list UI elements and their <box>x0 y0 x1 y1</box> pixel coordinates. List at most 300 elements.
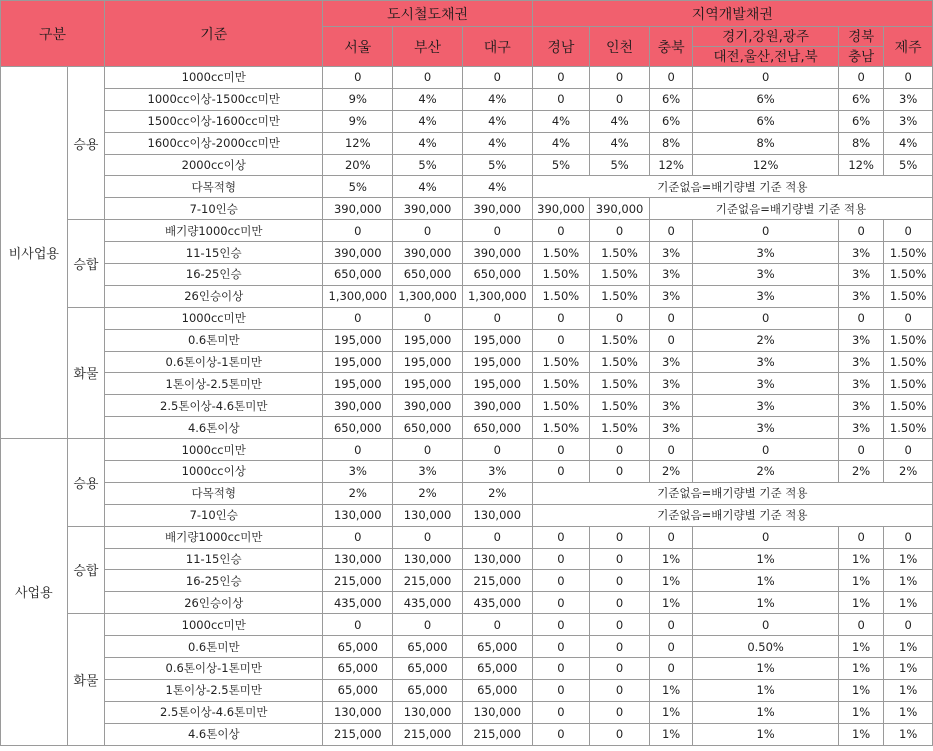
value-cell: 195,000 <box>462 329 532 351</box>
value-cell: 0 <box>323 439 393 461</box>
criterion-cell: 1000cc미만 <box>105 67 323 89</box>
value-cell: 0 <box>462 67 532 89</box>
value-cell: 1% <box>649 592 692 614</box>
table-row <box>1 198 933 220</box>
value-cell: 1% <box>649 679 692 701</box>
value-cell: 1% <box>693 548 839 570</box>
value-cell: 65,000 <box>462 636 532 658</box>
value-cell: 0 <box>393 439 463 461</box>
criterion-cell: 1600cc이상-2000cc미만 <box>105 132 323 154</box>
value-cell: 0 <box>590 439 650 461</box>
value-cell: 3% <box>649 395 692 417</box>
value-cell: 2% <box>649 461 692 483</box>
value-cell: 130,000 <box>323 548 393 570</box>
value-cell: 1.50% <box>590 264 650 286</box>
criterion-cell: 0.6톤이상-1톤미만 <box>105 351 323 373</box>
value-cell: 5% <box>590 154 650 176</box>
value-cell: 0 <box>590 592 650 614</box>
value-cell: 4% <box>462 88 532 110</box>
group-passenger: 승용 <box>67 439 104 527</box>
value-cell: 0 <box>649 526 692 548</box>
value-cell: 20% <box>323 154 393 176</box>
value-cell: 1.50% <box>590 351 650 373</box>
table-row <box>1 461 933 483</box>
value-cell: 130,000 <box>393 504 463 526</box>
value-cell: 3% <box>649 242 692 264</box>
value-cell: 215,000 <box>393 723 463 745</box>
value-cell: 390,000 <box>393 198 463 220</box>
value-cell: 1.50% <box>884 264 933 286</box>
value-cell: 1,300,000 <box>323 285 393 307</box>
value-cell: 3% <box>693 417 839 439</box>
value-cell: 1% <box>693 592 839 614</box>
value-cell: 4% <box>462 132 532 154</box>
value-cell: 0 <box>884 67 933 89</box>
note-cell: 기준없음=배기량별 기준 적용 <box>532 504 932 526</box>
value-cell: 4% <box>462 176 532 198</box>
value-cell: 0 <box>532 439 590 461</box>
value-cell: 12% <box>693 154 839 176</box>
value-cell: 3% <box>838 395 883 417</box>
value-cell: 1% <box>838 570 883 592</box>
value-cell: 390,000 <box>323 198 393 220</box>
header-col-daegu: 대구 <box>462 27 532 67</box>
value-cell: 0 <box>323 220 393 242</box>
criterion-cell: 다목적형 <box>105 482 323 504</box>
value-cell: 1.50% <box>590 242 650 264</box>
value-cell: 3% <box>693 395 839 417</box>
value-cell: 130,000 <box>393 701 463 723</box>
value-cell: 5% <box>462 154 532 176</box>
value-cell: 6% <box>838 110 883 132</box>
value-cell: 0 <box>532 526 590 548</box>
value-cell: 195,000 <box>393 351 463 373</box>
value-cell: 1% <box>693 723 839 745</box>
value-cell: 0 <box>884 526 933 548</box>
table-row <box>1 220 933 242</box>
table-row <box>1 482 933 504</box>
value-cell: 0 <box>393 614 463 636</box>
value-cell: 1% <box>838 723 883 745</box>
value-cell: 3% <box>838 285 883 307</box>
criterion-cell: 16-25인승 <box>105 570 323 592</box>
table-row <box>1 548 933 570</box>
value-cell: 1.50% <box>884 417 933 439</box>
value-cell: 4% <box>532 110 590 132</box>
value-cell: 0 <box>693 220 839 242</box>
value-cell: 0 <box>393 526 463 548</box>
value-cell: 390,000 <box>323 242 393 264</box>
value-cell: 650,000 <box>393 264 463 286</box>
value-cell: 1% <box>884 701 933 723</box>
table-row <box>1 723 933 745</box>
value-cell: 8% <box>838 132 883 154</box>
header-col-busan: 부산 <box>393 27 463 67</box>
value-cell: 1% <box>838 636 883 658</box>
value-cell: 0 <box>532 461 590 483</box>
criterion-cell: 1톤이상-2.5톤미만 <box>105 679 323 701</box>
criterion-cell: 4.6톤이상 <box>105 723 323 745</box>
criterion-cell: 7-10인승 <box>105 198 323 220</box>
value-cell: 0 <box>532 701 590 723</box>
header-col-seoul: 서울 <box>323 27 393 67</box>
value-cell: 6% <box>693 88 839 110</box>
section-noncommercial: 비사업용 <box>1 67 68 439</box>
value-cell: 1.50% <box>884 285 933 307</box>
value-cell: 1.50% <box>884 329 933 351</box>
value-cell: 1% <box>693 701 839 723</box>
value-cell: 650,000 <box>323 264 393 286</box>
header-col-gyeonggi-line1: 경기,강원,광주 <box>693 27 839 47</box>
value-cell: 0 <box>590 548 650 570</box>
value-cell: 1.50% <box>532 351 590 373</box>
value-cell: 390,000 <box>590 198 650 220</box>
criterion-cell: 1000cc미만 <box>105 614 323 636</box>
value-cell: 2% <box>838 461 883 483</box>
value-cell: 130,000 <box>462 701 532 723</box>
value-cell: 1.50% <box>590 329 650 351</box>
value-cell: 0 <box>649 220 692 242</box>
criterion-cell: 16-25인승 <box>105 264 323 286</box>
table-row <box>1 110 933 132</box>
table-row <box>1 679 933 701</box>
value-cell: 0 <box>532 592 590 614</box>
value-cell: 1% <box>884 548 933 570</box>
value-cell: 3% <box>693 351 839 373</box>
value-cell: 1% <box>693 658 839 680</box>
table-row <box>1 176 933 198</box>
value-cell: 0 <box>462 220 532 242</box>
criterion-cell: 26인승이상 <box>105 592 323 614</box>
value-cell: 130,000 <box>323 701 393 723</box>
table-row <box>1 154 933 176</box>
value-cell: 0 <box>649 658 692 680</box>
value-cell: 0 <box>649 614 692 636</box>
value-cell: 0 <box>693 67 839 89</box>
value-cell: 1% <box>649 723 692 745</box>
value-cell: 1.50% <box>532 395 590 417</box>
value-cell: 3% <box>649 373 692 395</box>
value-cell: 1.50% <box>590 373 650 395</box>
criterion-cell: 1000cc미만 <box>105 439 323 461</box>
header-col-gyeonggi-line2: 대전,울산,전남,북 <box>693 47 839 67</box>
value-cell: 0 <box>838 614 883 636</box>
header-criteria: 기준 <box>105 1 323 67</box>
criterion-cell: 배기량1000cc미만 <box>105 220 323 242</box>
table-row <box>1 307 933 329</box>
value-cell: 0 <box>532 614 590 636</box>
value-cell: 0 <box>838 307 883 329</box>
value-cell: 3% <box>693 242 839 264</box>
value-cell: 0 <box>693 439 839 461</box>
value-cell: 3% <box>884 110 933 132</box>
value-cell: 0 <box>590 614 650 636</box>
value-cell: 65,000 <box>323 679 393 701</box>
value-cell: 195,000 <box>393 373 463 395</box>
value-cell: 1% <box>649 548 692 570</box>
value-cell: 5% <box>323 176 393 198</box>
value-cell: 0 <box>323 526 393 548</box>
table-row <box>1 504 933 526</box>
value-cell: 2% <box>693 329 839 351</box>
table-row <box>1 67 933 89</box>
value-cell: 0 <box>532 88 590 110</box>
value-cell: 3% <box>462 461 532 483</box>
value-cell: 0 <box>532 570 590 592</box>
value-cell: 1% <box>884 679 933 701</box>
value-cell: 0 <box>649 67 692 89</box>
value-cell: 0 <box>838 67 883 89</box>
value-cell: 0 <box>393 307 463 329</box>
value-cell: 0 <box>838 439 883 461</box>
value-cell: 195,000 <box>393 329 463 351</box>
value-cell: 0 <box>693 526 839 548</box>
criterion-cell: 26인승이상 <box>105 285 323 307</box>
value-cell: 0 <box>323 67 393 89</box>
table-row <box>1 373 933 395</box>
value-cell: 3% <box>693 285 839 307</box>
criterion-cell: 2.5톤이상-4.6톤미만 <box>105 395 323 417</box>
note-cell: 기준없음=배기량별 기준 적용 <box>649 198 932 220</box>
value-cell: 5% <box>532 154 590 176</box>
value-cell: 9% <box>323 88 393 110</box>
value-cell: 0 <box>884 220 933 242</box>
value-cell: 1.50% <box>532 373 590 395</box>
value-cell: 4% <box>393 88 463 110</box>
value-cell: 0 <box>590 636 650 658</box>
value-cell: 0 <box>462 307 532 329</box>
value-cell: 65,000 <box>393 636 463 658</box>
criterion-cell: 1000cc이상-1500cc미만 <box>105 88 323 110</box>
value-cell: 130,000 <box>393 548 463 570</box>
value-cell: 390,000 <box>462 242 532 264</box>
value-cell: 0 <box>462 614 532 636</box>
value-cell: 215,000 <box>323 723 393 745</box>
value-cell: 195,000 <box>323 351 393 373</box>
value-cell: 3% <box>649 351 692 373</box>
value-cell: 1% <box>838 701 883 723</box>
value-cell: 1.50% <box>532 264 590 286</box>
value-cell: 2% <box>323 482 393 504</box>
value-cell: 65,000 <box>323 636 393 658</box>
note-cell: 기준없음=배기량별 기준 적용 <box>532 176 932 198</box>
value-cell: 4% <box>884 132 933 154</box>
value-cell: 1,300,000 <box>393 285 463 307</box>
table-row <box>1 570 933 592</box>
table-row <box>1 285 933 307</box>
value-cell: 1.50% <box>884 373 933 395</box>
table-row <box>1 658 933 680</box>
criterion-cell: 1500cc이상-1600cc미만 <box>105 110 323 132</box>
value-cell: 0 <box>649 636 692 658</box>
header-group-regional-dev-bond: 지역개발채권 <box>532 1 932 27</box>
value-cell: 65,000 <box>323 658 393 680</box>
table-row <box>1 526 933 548</box>
value-cell: 0 <box>532 548 590 570</box>
value-cell: 0 <box>590 526 650 548</box>
value-cell: 8% <box>649 132 692 154</box>
value-cell: 1.50% <box>532 242 590 264</box>
value-cell: 0 <box>532 329 590 351</box>
value-cell: 3% <box>393 461 463 483</box>
table-row <box>1 592 933 614</box>
criterion-cell: 7-10인승 <box>105 504 323 526</box>
value-cell: 0 <box>462 526 532 548</box>
value-cell: 1% <box>838 679 883 701</box>
value-cell: 390,000 <box>462 198 532 220</box>
value-cell: 12% <box>323 132 393 154</box>
value-cell: 0 <box>838 220 883 242</box>
value-cell: 1.50% <box>590 395 650 417</box>
header-group-city-rail-bond: 도시철도채권 <box>323 1 532 27</box>
value-cell: 0 <box>532 723 590 745</box>
group-van: 승합 <box>67 526 104 614</box>
criterion-cell: 1000cc미만 <box>105 307 323 329</box>
value-cell: 390,000 <box>393 395 463 417</box>
criterion-cell: 2000cc이상 <box>105 154 323 176</box>
value-cell: 1.50% <box>884 351 933 373</box>
table-row <box>1 636 933 658</box>
value-cell: 4% <box>393 110 463 132</box>
value-cell: 1% <box>838 592 883 614</box>
value-cell: 435,000 <box>323 592 393 614</box>
value-cell: 0 <box>884 307 933 329</box>
value-cell: 1% <box>693 570 839 592</box>
value-cell: 1.50% <box>590 285 650 307</box>
header-col-gyeongnam: 경남 <box>532 27 590 67</box>
value-cell: 0 <box>590 461 650 483</box>
criterion-cell: 0.6톤이상-1톤미만 <box>105 658 323 680</box>
value-cell: 1% <box>884 570 933 592</box>
table-row <box>1 395 933 417</box>
value-cell: 12% <box>649 154 692 176</box>
value-cell: 0 <box>590 220 650 242</box>
criterion-cell: 1톤이상-2.5톤미만 <box>105 373 323 395</box>
value-cell: 0 <box>649 439 692 461</box>
value-cell: 1.50% <box>590 417 650 439</box>
value-cell: 0 <box>532 220 590 242</box>
value-cell: 130,000 <box>462 548 532 570</box>
header-col-gyeongbuk: 경북 <box>838 27 883 47</box>
value-cell: 3% <box>649 285 692 307</box>
value-cell: 3% <box>323 461 393 483</box>
value-cell: 390,000 <box>393 242 463 264</box>
criterion-cell: 11-15인승 <box>105 548 323 570</box>
value-cell: 3% <box>693 373 839 395</box>
table-row <box>1 132 933 154</box>
value-cell: 65,000 <box>393 679 463 701</box>
value-cell: 195,000 <box>323 373 393 395</box>
criterion-cell: 다목적형 <box>105 176 323 198</box>
value-cell: 0 <box>323 614 393 636</box>
value-cell: 0 <box>532 679 590 701</box>
value-cell: 1.50% <box>532 417 590 439</box>
value-cell: 3% <box>838 242 883 264</box>
value-cell: 0 <box>590 67 650 89</box>
value-cell: 0.50% <box>693 636 839 658</box>
value-cell: 1% <box>884 592 933 614</box>
table-row <box>1 701 933 723</box>
value-cell: 1.50% <box>884 242 933 264</box>
value-cell: 0 <box>532 67 590 89</box>
value-cell: 0 <box>590 88 650 110</box>
criterion-cell: 0.6톤미만 <box>105 636 323 658</box>
value-cell: 0 <box>649 307 692 329</box>
value-cell: 390,000 <box>532 198 590 220</box>
value-cell: 0 <box>393 67 463 89</box>
value-cell: 1% <box>649 570 692 592</box>
value-cell: 4% <box>393 176 463 198</box>
criterion-cell: 배기량1000cc미만 <box>105 526 323 548</box>
value-cell: 6% <box>649 110 692 132</box>
value-cell: 2% <box>393 482 463 504</box>
criterion-cell: 1000cc이상 <box>105 461 323 483</box>
value-cell: 3% <box>649 264 692 286</box>
value-cell: 65,000 <box>462 658 532 680</box>
value-cell: 0 <box>884 439 933 461</box>
header-category: 구분 <box>1 1 105 67</box>
value-cell: 195,000 <box>462 351 532 373</box>
value-cell: 0 <box>462 439 532 461</box>
value-cell: 0 <box>323 307 393 329</box>
table-row <box>1 329 933 351</box>
value-cell: 1.50% <box>884 395 933 417</box>
value-cell: 1,300,000 <box>462 285 532 307</box>
value-cell: 1% <box>884 723 933 745</box>
value-cell: 0 <box>590 570 650 592</box>
value-cell: 650,000 <box>462 417 532 439</box>
value-cell: 0 <box>693 307 839 329</box>
value-cell: 0 <box>884 614 933 636</box>
value-cell: 1% <box>884 658 933 680</box>
value-cell: 4% <box>393 132 463 154</box>
table-row <box>1 88 933 110</box>
value-cell: 650,000 <box>323 417 393 439</box>
value-cell: 130,000 <box>462 504 532 526</box>
header-col-chungbuk: 충북 <box>649 27 692 67</box>
value-cell: 435,000 <box>393 592 463 614</box>
value-cell: 65,000 <box>393 658 463 680</box>
value-cell: 4% <box>532 132 590 154</box>
value-cell: 195,000 <box>323 329 393 351</box>
criterion-cell: 11-15인승 <box>105 242 323 264</box>
value-cell: 0 <box>838 526 883 548</box>
value-cell: 1% <box>884 636 933 658</box>
value-cell: 1% <box>649 701 692 723</box>
criterion-cell: 0.6톤미만 <box>105 329 323 351</box>
value-cell: 2% <box>693 461 839 483</box>
value-cell: 9% <box>323 110 393 132</box>
value-cell: 435,000 <box>462 592 532 614</box>
header-col-jeju: 제주 <box>884 27 933 67</box>
value-cell: 6% <box>649 88 692 110</box>
group-van: 승합 <box>67 220 104 308</box>
note-cell: 기준없음=배기량별 기준 적용 <box>532 482 932 504</box>
table-row <box>1 264 933 286</box>
value-cell: 650,000 <box>393 417 463 439</box>
value-cell: 0 <box>590 307 650 329</box>
value-cell: 0 <box>649 329 692 351</box>
header-col-incheon: 인천 <box>590 27 650 67</box>
table-row <box>1 417 933 439</box>
value-cell: 65,000 <box>462 679 532 701</box>
value-cell: 390,000 <box>323 395 393 417</box>
value-cell: 6% <box>693 110 839 132</box>
value-cell: 0 <box>532 307 590 329</box>
value-cell: 0 <box>590 679 650 701</box>
value-cell: 650,000 <box>462 264 532 286</box>
value-cell: 8% <box>693 132 839 154</box>
